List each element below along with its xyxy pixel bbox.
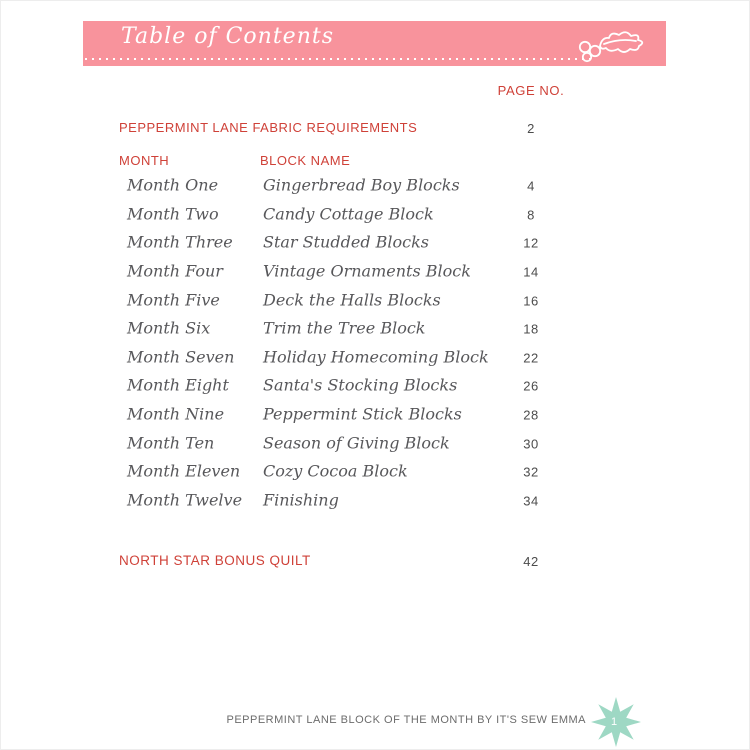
month-cell: Month Four bbox=[127, 261, 223, 281]
block-cell: Cozy Cocoa Block bbox=[263, 461, 408, 481]
bonus-quilt-page: 42 bbox=[523, 554, 539, 569]
block-cell: Trim the Tree Block bbox=[263, 319, 426, 339]
fabric-requirements-row bbox=[1, 120, 750, 136]
bonus-quilt-label: NORTH STAR BONUS QUILT bbox=[119, 553, 311, 568]
block-cell: Finishing bbox=[263, 490, 339, 510]
page-title: Table of Contents bbox=[121, 24, 335, 49]
page-cell: 8 bbox=[527, 207, 535, 223]
table-row bbox=[1, 172, 750, 201]
block-name-column-header: BLOCK NAME bbox=[260, 153, 351, 168]
toc-rows bbox=[1, 172, 750, 515]
header-banner bbox=[83, 21, 666, 66]
table-row bbox=[1, 315, 750, 344]
quilt-star-icon bbox=[590, 696, 642, 748]
month-cell: Month Nine bbox=[127, 404, 225, 424]
block-cell: Season of Giving Block bbox=[263, 433, 450, 453]
month-cell: Month Ten bbox=[127, 433, 215, 453]
page-cell: 4 bbox=[527, 178, 535, 194]
block-cell: Holiday Homecoming Block bbox=[263, 347, 489, 367]
table-row bbox=[1, 286, 750, 315]
page-no-header: PAGE NO. bbox=[497, 83, 565, 98]
footer-page-number: 1 bbox=[610, 716, 618, 728]
fabric-requirements-label: PEPPERMINT LANE FABRIC REQUIREMENTS bbox=[119, 120, 418, 135]
table-row bbox=[1, 487, 750, 516]
month-cell: Month Six bbox=[127, 319, 211, 339]
month-cell: Month Five bbox=[127, 290, 220, 310]
column-headers bbox=[1, 153, 750, 169]
block-cell: Candy Cottage Block bbox=[263, 204, 434, 224]
page-cell: 28 bbox=[523, 407, 539, 423]
dotted-divider bbox=[85, 58, 591, 60]
page-cell: 12 bbox=[523, 235, 539, 251]
month-cell: Month Eight bbox=[127, 376, 229, 396]
month-cell: Month Twelve bbox=[127, 490, 243, 510]
block-cell: Star Studded Blocks bbox=[263, 233, 430, 253]
table-row bbox=[1, 201, 750, 230]
fabric-requirements-page: 2 bbox=[527, 121, 535, 136]
month-cell: Month Three bbox=[127, 233, 233, 253]
page-cell: 16 bbox=[523, 293, 539, 309]
footer-text: PEPPERMINT LANE BLOCK OF THE MONTH BY IT'S SEW EMMA bbox=[226, 714, 586, 726]
month-cell: Month One bbox=[127, 176, 219, 196]
block-cell: Vintage Ornaments Block bbox=[263, 261, 471, 281]
table-row bbox=[1, 372, 750, 401]
table-row bbox=[1, 229, 750, 258]
page-cell: 32 bbox=[523, 464, 539, 480]
month-cell: Month Two bbox=[127, 204, 219, 224]
block-cell: Peppermint Stick Blocks bbox=[263, 404, 462, 424]
page-cell: 34 bbox=[523, 493, 539, 509]
block-cell: Deck the Halls Blocks bbox=[263, 290, 441, 310]
table-row bbox=[1, 458, 750, 487]
block-cell: Santa's Stocking Blocks bbox=[263, 376, 458, 396]
table-row bbox=[1, 401, 750, 430]
month-cell: Month Seven bbox=[127, 347, 235, 367]
page-cell: 18 bbox=[523, 321, 539, 337]
table-row bbox=[1, 429, 750, 458]
bonus-quilt-row bbox=[1, 553, 750, 569]
page-cell: 26 bbox=[523, 378, 539, 394]
month-cell: Month Eleven bbox=[127, 461, 241, 481]
page-cell: 30 bbox=[523, 436, 539, 452]
table-row bbox=[1, 258, 750, 287]
page-cell: 22 bbox=[523, 350, 539, 366]
month-column-header: MONTH bbox=[119, 153, 170, 168]
page-cell: 14 bbox=[523, 264, 539, 280]
block-cell: Gingerbread Boy Blocks bbox=[263, 176, 460, 196]
table-row bbox=[1, 344, 750, 373]
